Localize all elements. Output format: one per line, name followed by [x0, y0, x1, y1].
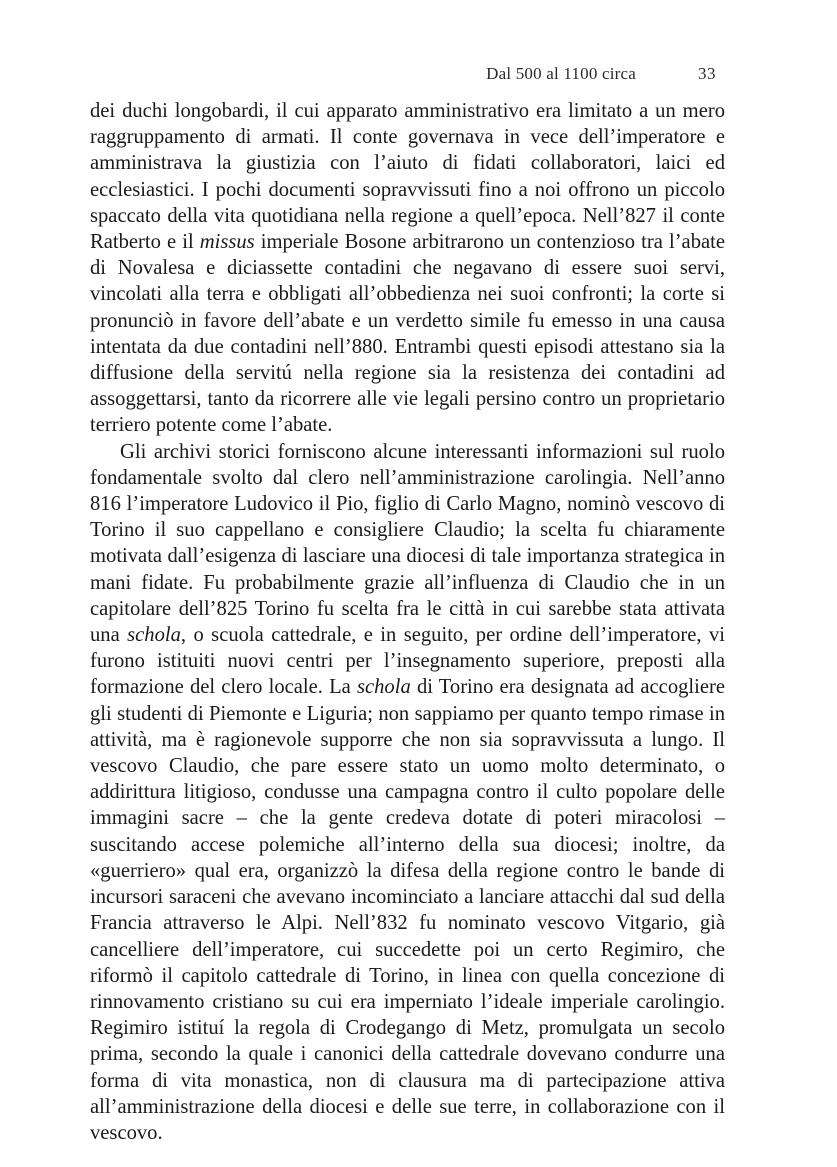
body-text [90, 98, 725, 1146]
page-number: 33 [698, 64, 716, 83]
paragraph-2-italic-schola-2: schola [356, 676, 411, 699]
paragraph-2 [90, 439, 725, 1146]
paragraph-1-text-2: imperiale Bosone arbitrarono un contenzioso tra l’abate di Novalesa e diciassette contadini che negavano di essere suoi servi, vincolati alla terra e obbligati all’obbedienza nei suoi confronti; la corte si pronunciò in favore dell’abate e un verdetto simile fu emesso in una causa intentata da due contadini nell’880. Entrambi questi episodi attestano sia la diffusione della servitú nella regione sia la resistenza dei contadini ad assoggettarsi, tanto da ricorrere alle vie legali persino contro un proprietario terriero potente come l’abate. [90, 231, 725, 437]
paragraph-2-text-2: , o scuola cattedrale, e in seguito, per ordine dell’imperatore, vi furono istituiti nuovi centri per l’insegnamento superiore, preposti alla formazione del clero locale. La [90, 624, 725, 699]
running-title: Dal 500 al 1100 circa [486, 64, 636, 83]
running-head [90, 64, 716, 88]
paragraph-1-text-1: dei duchi longobardi, il cui apparato amministrativo era limitato a un mero raggruppamento di armati. Il conte governava in vece dell’imperatore e amministrava la giustizia con l’aiuto di fidati collaboratori, laici ed ecclesiastici. I pochi documenti sopravvissuti fino a noi offrono un piccolo spaccato della vita quotidiana nella regione a quell’epoca. Nell’827 il conte Ratberto e il [90, 100, 725, 254]
paragraph-1 [90, 98, 725, 439]
paragraph-2-text-1: Gli archivi storici forniscono alcune interessanti informazioni sul ruolo fondamentale svolto dal clero nell’amministrazione carolingia. Nell’anno 816 l’imperatore Ludovico il Pio, figlio di Carlo Magno, nominò vescovo di Torino il suo cappellano e consigliere Claudio; la scelta fu chiaramente motivata dall’esigenza di lasciare una diocesi di tale importanza strategica in mani fidate. Fu probabilmente grazie all’influenza di Claudio che in un capitolare dell’825 Torino fu scelta fra le città in cui sarebbe stata attivata una [90, 440, 725, 647]
paragraph-2-italic-schola-1: schola [127, 624, 181, 647]
paragraph-2-text-3: di Torino era designata ad accogliere gli studenti di Piemonte e Liguria; non sappiamo per quanto tempo rimase in attività, ma è ragionevole supporre che non sia sopravvissuta a lungo. Il vescovo Claudio, che pare essere stato un uomo molto determinato, o addirittura litigioso, condusse una campagna contro il culto popolare delle immagini sacre – che la gente credeva dotate di poteri miracolosi – suscitando accese polemiche all’interno della sua diocesi; inoltre, da «guerriero» qual era, organizzò la difesa della regione contro le bande di incursori saraceni che avevano incominciato a lanciare attacchi dal sud della Francia attraverso le Alpi. Nell’832 fu nominato vescovo Vitgario, già cancelliere dell’imperatore, cui succedette poi un certo Regimiro, che riformò il capitolo cattedrale di Torino, in linea con quella concezione di rinnovamento cristiano su cui era imperniato l’ideale imperiale carolingio. Regimiro istituí la regola di Crodegango di Metz, promulgata un secolo prima, secondo la quale i canonici della cattedrale dovevano condurre una forma di vita monastica, non di clausura ma di partecipazione attiva all’amministrazione della diocesi e delle sue terre, in collaborazione con il vescovo. [90, 676, 726, 1144]
paragraph-1-italic-missus: missus [199, 231, 255, 254]
